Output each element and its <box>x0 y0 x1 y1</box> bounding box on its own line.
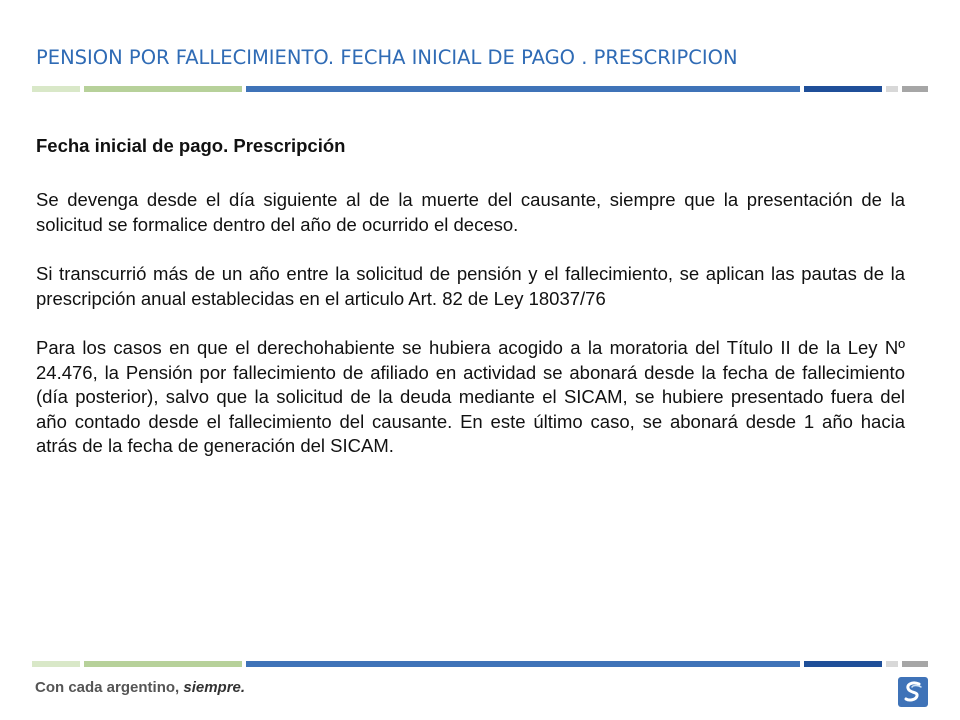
bar-segment-gray <box>902 661 928 667</box>
anses-s-logo-icon <box>898 677 928 707</box>
paragraph-moratoria: Para los casos en que el derechohabiente se hubiera acogido a la moratoria del Título II de la Ley Nº 24.476, la Pensión por fallecimiento de afiliado en actividad se abonará desde la fecha de fallecimiento (día posterior), salvo que la solicitud de la deuda mediante el SICAM, se hubiere presentado fuera del año contado desde el fallecimiento del causante. En este último caso, se abonará desde 1 año hacia atrás de la fecha de generación del SICAM. <box>36 337 905 456</box>
bar-segment-light-green <box>32 661 80 667</box>
bar-segment-dark-blue <box>804 86 882 92</box>
bar-segment-gray <box>902 86 928 92</box>
bar-segment-light-gray <box>886 86 898 92</box>
section-heading: Fecha inicial de pago. Prescripción <box>36 135 346 156</box>
paragraph-prescripcion: Si transcurrió más de un año entre la solicitud de pensión y el fallecimiento, se aplican las pautas de la prescripción anual establecidas en el articulo Art. 82 de Ley 18037/76 <box>36 263 905 309</box>
bar-segment-blue <box>246 661 800 667</box>
bar-segment-light-green <box>32 86 80 92</box>
main-content <box>36 134 905 484</box>
footer-slogan <box>35 679 245 696</box>
header-divider-bar <box>32 86 928 92</box>
bar-segment-light-gray <box>886 661 898 667</box>
bar-segment-green <box>84 661 242 667</box>
page-title: PENSION POR FALLECIMIENTO. FECHA INICIAL DE PAGO . PRESCRIPCION <box>36 46 738 69</box>
paragraph-devengo: Se devenga desde el día siguiente al de la muerte del causante, siempre que la presentación de la solicitud se formalice dentro del año de ocurrido el deceso. <box>36 189 905 235</box>
bar-segment-blue <box>246 86 800 92</box>
slogan-prefix: Con cada argentino, <box>35 679 184 696</box>
bar-segment-dark-blue <box>804 661 882 667</box>
bar-segment-green <box>84 86 242 92</box>
footer-divider-bar <box>32 661 928 667</box>
slogan-emphasis: siempre. <box>183 679 246 696</box>
